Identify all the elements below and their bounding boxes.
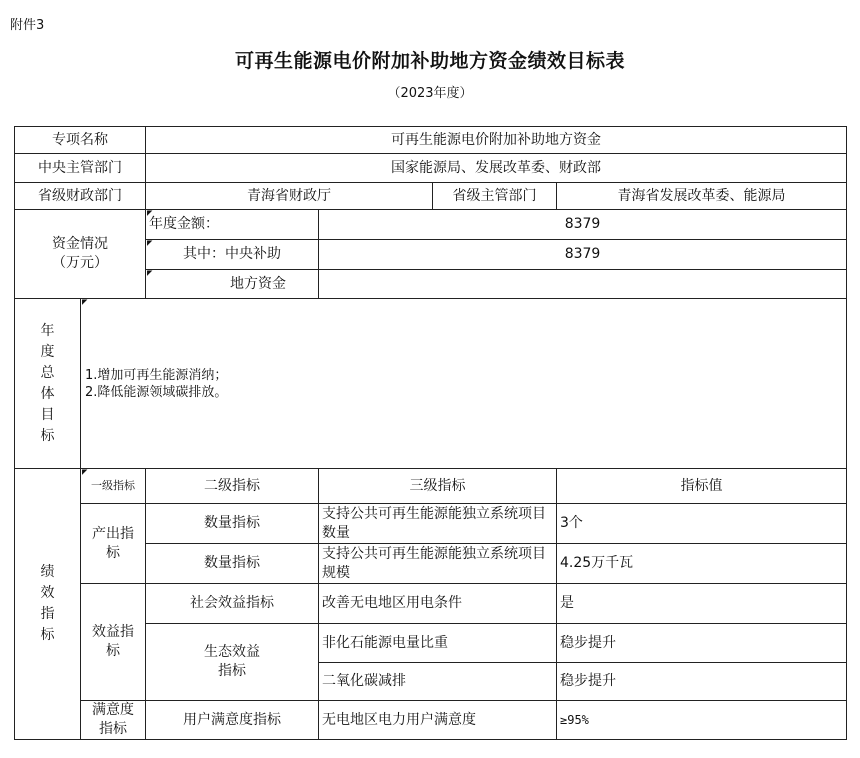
central-subsidy-text: 其中：中央补助 (183, 246, 281, 262)
goal-line-2: 2.降低能源领域碳排放。 (85, 384, 228, 400)
level3-cell: 支持公共可再生能源能独立系统项目数量 (319, 504, 557, 544)
project-name-value: 可再生能源电价附加补助地方资金 (146, 127, 847, 154)
local-funds-value (319, 270, 847, 299)
annual-goal-label-text: 年度总体目标 (40, 322, 55, 444)
output-indicator-text: 产出指标 (92, 525, 134, 561)
cell-marker: ◤ (147, 209, 153, 217)
row-provincial (15, 183, 847, 210)
annual-goal-content (81, 299, 847, 469)
value-cell: 稳步提升 (557, 663, 847, 701)
header-level1 (81, 469, 146, 504)
level2-ecology-line2: 指标 (218, 663, 246, 679)
row-central-dept (15, 154, 847, 183)
level2-cell-ecology (146, 624, 319, 701)
central-dept-label: 中央主管部门 (15, 154, 146, 183)
table-row (15, 584, 847, 624)
level3-cell: 无电地区电力用户满意度 (319, 701, 557, 740)
cell-marker: ◤ (82, 298, 88, 306)
cell-marker: ◤ (147, 269, 153, 277)
value-cell: ≥95% (557, 701, 847, 740)
level3-cell: 非化石能源电量比重 (319, 624, 557, 663)
level3-cell: 二氧化碳减排 (319, 663, 557, 701)
level2-cell: 社会效益指标 (146, 584, 319, 624)
attachment-label: 附件3 (10, 18, 45, 33)
level2-cell: 用户满意度指标 (146, 701, 319, 740)
central-dept-value: 国家能源局、发展改革委、财政部 (146, 154, 847, 183)
funds-label-line1: 资金情况 (52, 236, 108, 252)
row-project-name (15, 127, 847, 154)
funds-label (15, 210, 146, 299)
year-label: （2023年度） (387, 86, 473, 101)
indicators-section-text: 绩效指标 (40, 564, 55, 643)
central-subsidy-label (146, 240, 319, 270)
prov-finance-label: 省级财政部门 (15, 183, 146, 210)
goal-line-1: 1.增加可再生能源消纳； (85, 367, 228, 383)
annual-amount-label (146, 210, 319, 240)
level2-ecology-line1: 生态效益 (204, 644, 260, 660)
header-level2: 二级指标 (146, 469, 319, 504)
level2-cell: 数量指标 (146, 544, 319, 584)
cell-marker: ◤ (147, 239, 153, 247)
satisfaction-indicator-text: 满意度指标 (91, 702, 134, 737)
prov-dept-value: 青海省发展改革委、能源局 (557, 183, 847, 210)
value-cell: 是 (557, 584, 847, 624)
header-level1-text: 一级指标 (91, 479, 135, 492)
row-annual-goal (15, 299, 847, 469)
row-indicator-header (15, 469, 847, 504)
local-funds-label (146, 270, 319, 299)
funds-label-line2: （万元） (52, 255, 108, 271)
cell-marker: ◤ (82, 468, 88, 476)
level3-cell: 支持公共可再生能源能独立系统项目规模 (319, 544, 557, 584)
prov-finance-value: 青海省财政厅 (146, 183, 433, 210)
page-title: 可再生能源电价附加补助地方资金绩效目标表 (234, 50, 625, 72)
performance-table (14, 126, 847, 740)
annual-goal-label (15, 299, 81, 469)
satisfaction-indicator-label (81, 701, 146, 740)
benefit-indicator-label (81, 584, 146, 701)
annual-amount-value: 8379 (319, 210, 847, 240)
annual-amount-text: 年度金额： (149, 216, 219, 232)
value-cell: 稳步提升 (557, 624, 847, 663)
project-name-label: 专项名称 (15, 127, 146, 154)
indicators-section-label (15, 469, 81, 740)
value-cell: 4.25万千瓦 (557, 544, 847, 584)
table-row (15, 701, 847, 740)
central-subsidy-value: 8379 (319, 240, 847, 270)
row-funds-annual (15, 210, 847, 240)
benefit-indicator-text: 效益指标 (92, 624, 134, 659)
header-value: 指标值 (557, 469, 847, 504)
value-cell: 3个 (557, 504, 847, 544)
header-level3: 三级指标 (319, 469, 557, 504)
prov-dept-label: 省级主管部门 (433, 183, 557, 210)
table-row (15, 504, 847, 544)
local-funds-text: 地方资金 (230, 275, 286, 292)
level3-cell: 改善无电地区用电条件 (319, 584, 557, 624)
output-indicator-label (81, 504, 146, 584)
level2-cell: 数量指标 (146, 504, 319, 544)
